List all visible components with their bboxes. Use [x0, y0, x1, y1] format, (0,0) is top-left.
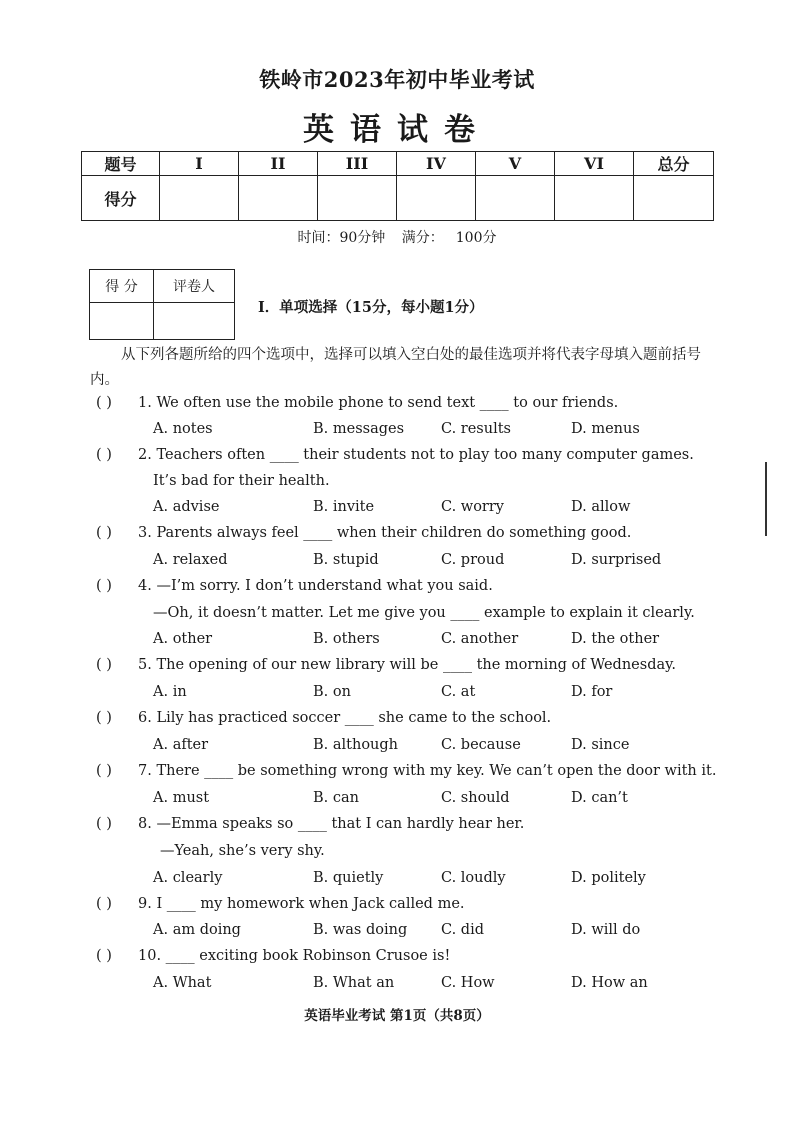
score-header-cell: V — [476, 152, 555, 176]
option-b: B. although — [313, 737, 399, 753]
answer-paren[interactable]: ( ) — [96, 710, 112, 726]
answer-paren[interactable]: ( ) — [96, 447, 112, 463]
question-3-options — [0, 552, 794, 574]
question-stem-continuation: It’s bad for their health. — [153, 473, 330, 489]
question-7-options — [0, 790, 794, 812]
option-b: B. can — [313, 790, 359, 806]
score-header-cell: II — [239, 152, 318, 176]
question-1-options — [0, 421, 794, 443]
question-stem: 6. Lily has practiced soccer ____ she came to the school. — [138, 710, 552, 726]
option-b: B. on — [313, 684, 351, 700]
option-d: D. can’t — [571, 790, 628, 806]
score-cell[interactable] — [397, 176, 476, 221]
score-row-label: 得分 — [82, 176, 160, 221]
question-2-options — [0, 499, 794, 521]
score-cell[interactable] — [239, 176, 318, 221]
question-6 — [0, 710, 794, 732]
page-footer: 英语毕业考试 第1页（共8页） — [304, 1008, 490, 1024]
section-title: I．单项选择（15分，每小题1分） — [258, 299, 484, 316]
option-d: D. surprised — [571, 552, 662, 568]
question-1 — [0, 395, 794, 417]
question-stem: 2. Teachers often ____ their students not to play too many computer games. — [138, 447, 694, 463]
score-header-cell: VI — [555, 152, 634, 176]
option-a: A. must — [153, 790, 210, 806]
question-8 — [0, 816, 794, 838]
score-header-cell: I — [160, 152, 239, 176]
option-d: D. the other — [571, 631, 660, 647]
option-c: C. loudly — [441, 870, 506, 886]
full-score-value: 100分 — [455, 230, 497, 246]
option-a: A. after — [153, 737, 209, 753]
option-c: C. at — [441, 684, 476, 700]
score-cell[interactable] — [160, 176, 239, 221]
option-c: C. because — [441, 737, 521, 753]
option-c: C. results — [441, 421, 511, 437]
question-stem: 5. The opening of our new library will be ____ the morning of Wednesday. — [138, 657, 677, 673]
answer-paren[interactable]: ( ) — [96, 525, 112, 541]
score-table — [81, 151, 714, 221]
scan-edge-mark — [765, 462, 767, 536]
score-table-header-row — [82, 152, 714, 176]
grader-score-cell[interactable] — [90, 303, 154, 340]
answer-paren[interactable]: ( ) — [96, 763, 112, 779]
question-stem: 1. We often use the mobile phone to send text ____ to our friends. — [138, 395, 619, 411]
score-cell[interactable] — [634, 176, 714, 221]
answer-paren[interactable]: ( ) — [96, 657, 112, 673]
question-stem-continuation: —Oh, it doesn’t matter. Let me give you ____ example to explain it clearly. — [153, 605, 695, 621]
score-header-cell: III — [318, 152, 397, 176]
exam-title: 铁岭市2023年初中毕业考试 — [259, 67, 535, 92]
option-d: D. will do — [571, 922, 641, 938]
option-d: D. menus — [571, 421, 640, 437]
option-b: B. others — [313, 631, 380, 647]
option-d: D. since — [571, 737, 630, 753]
question-6-options — [0, 737, 794, 759]
option-c: C. did — [441, 922, 484, 938]
option-d: D. allow — [571, 499, 631, 515]
score-header-cell: IV — [397, 152, 476, 176]
question-stem: 3. Parents always feel ____ when their children do something good. — [138, 525, 632, 541]
full-score-label: 满分： — [401, 230, 444, 246]
option-a: A. in — [153, 684, 187, 700]
option-a: A. am doing — [153, 922, 241, 938]
option-d: D. politely — [571, 870, 646, 886]
score-header-cell: 总分 — [634, 152, 714, 176]
grader-box — [89, 269, 235, 340]
option-b: B. What an — [313, 975, 395, 991]
option-d: D. How an — [571, 975, 648, 991]
option-c: C. worry — [441, 499, 504, 515]
option-b: B. invite — [313, 499, 375, 515]
option-a: A. advise — [153, 499, 220, 515]
question-stem-continuation: —Yeah, she’s very shy. — [160, 843, 325, 859]
option-c: C. should — [441, 790, 510, 806]
question-2 — [0, 447, 794, 469]
option-b: B. was doing — [313, 922, 408, 938]
score-cell[interactable] — [555, 176, 634, 221]
question-stem: 4. —I’m sorry. I don’t understand what you said. — [138, 578, 493, 594]
option-a: A. other — [153, 631, 213, 647]
question-4-options — [0, 631, 794, 653]
question-3 — [0, 525, 794, 547]
option-b: B. stupid — [313, 552, 379, 568]
question-4 — [0, 578, 794, 600]
question-10 — [0, 948, 794, 970]
exam-subtitle: 英语试卷 — [303, 112, 491, 148]
question-stem: 10. ____ exciting book Robinson Crusoe is! — [138, 948, 451, 964]
question-7 — [0, 763, 794, 785]
score-header-cell: 题号 — [82, 152, 160, 176]
question-5-options — [0, 684, 794, 706]
question-9 — [0, 896, 794, 918]
option-b: B. quietly — [313, 870, 384, 886]
option-a: A. What — [153, 975, 212, 991]
question-stem: 7. There ____ be something wrong with my key. We can’t open the door with it. — [138, 763, 717, 779]
option-c: C. another — [441, 631, 519, 647]
answer-paren[interactable]: ( ) — [96, 948, 112, 964]
grader-score-label: 得 分 — [90, 270, 154, 303]
option-c: C. proud — [441, 552, 505, 568]
grader-name-cell[interactable] — [154, 303, 235, 340]
grader-name-label: 评卷人 — [154, 270, 235, 303]
question-10-options — [0, 975, 794, 997]
question-stem: 9. I ____ my homework when Jack called me. — [138, 896, 465, 912]
option-b: B. messages — [313, 421, 405, 437]
score-cell[interactable] — [318, 176, 397, 221]
score-cell[interactable] — [476, 176, 555, 221]
question-5 — [0, 657, 794, 679]
option-a: A. relaxed — [153, 552, 228, 568]
answer-paren[interactable]: ( ) — [96, 896, 112, 912]
question-stem: 8. —Emma speaks so ____ that I can hardly hear her. — [138, 816, 525, 832]
question-9-options — [0, 922, 794, 944]
answer-paren[interactable]: ( ) — [96, 578, 112, 594]
time-limit: 时间：90分钟 — [297, 230, 386, 246]
option-d: D. for — [571, 684, 613, 700]
question-8-options — [0, 870, 794, 892]
time-info — [0, 227, 794, 247]
option-c: C. How — [441, 975, 495, 991]
option-a: A. clearly — [153, 870, 223, 886]
answer-paren[interactable]: ( ) — [96, 395, 112, 411]
score-table-score-row — [82, 176, 714, 221]
option-a: A. notes — [153, 421, 213, 437]
answer-paren[interactable]: ( ) — [96, 816, 112, 832]
section-instructions: 从下列各题所给的四个选项中，选择可以填入空白处的最佳选项并将代表字母填入题前括号内。 — [90, 347, 701, 388]
